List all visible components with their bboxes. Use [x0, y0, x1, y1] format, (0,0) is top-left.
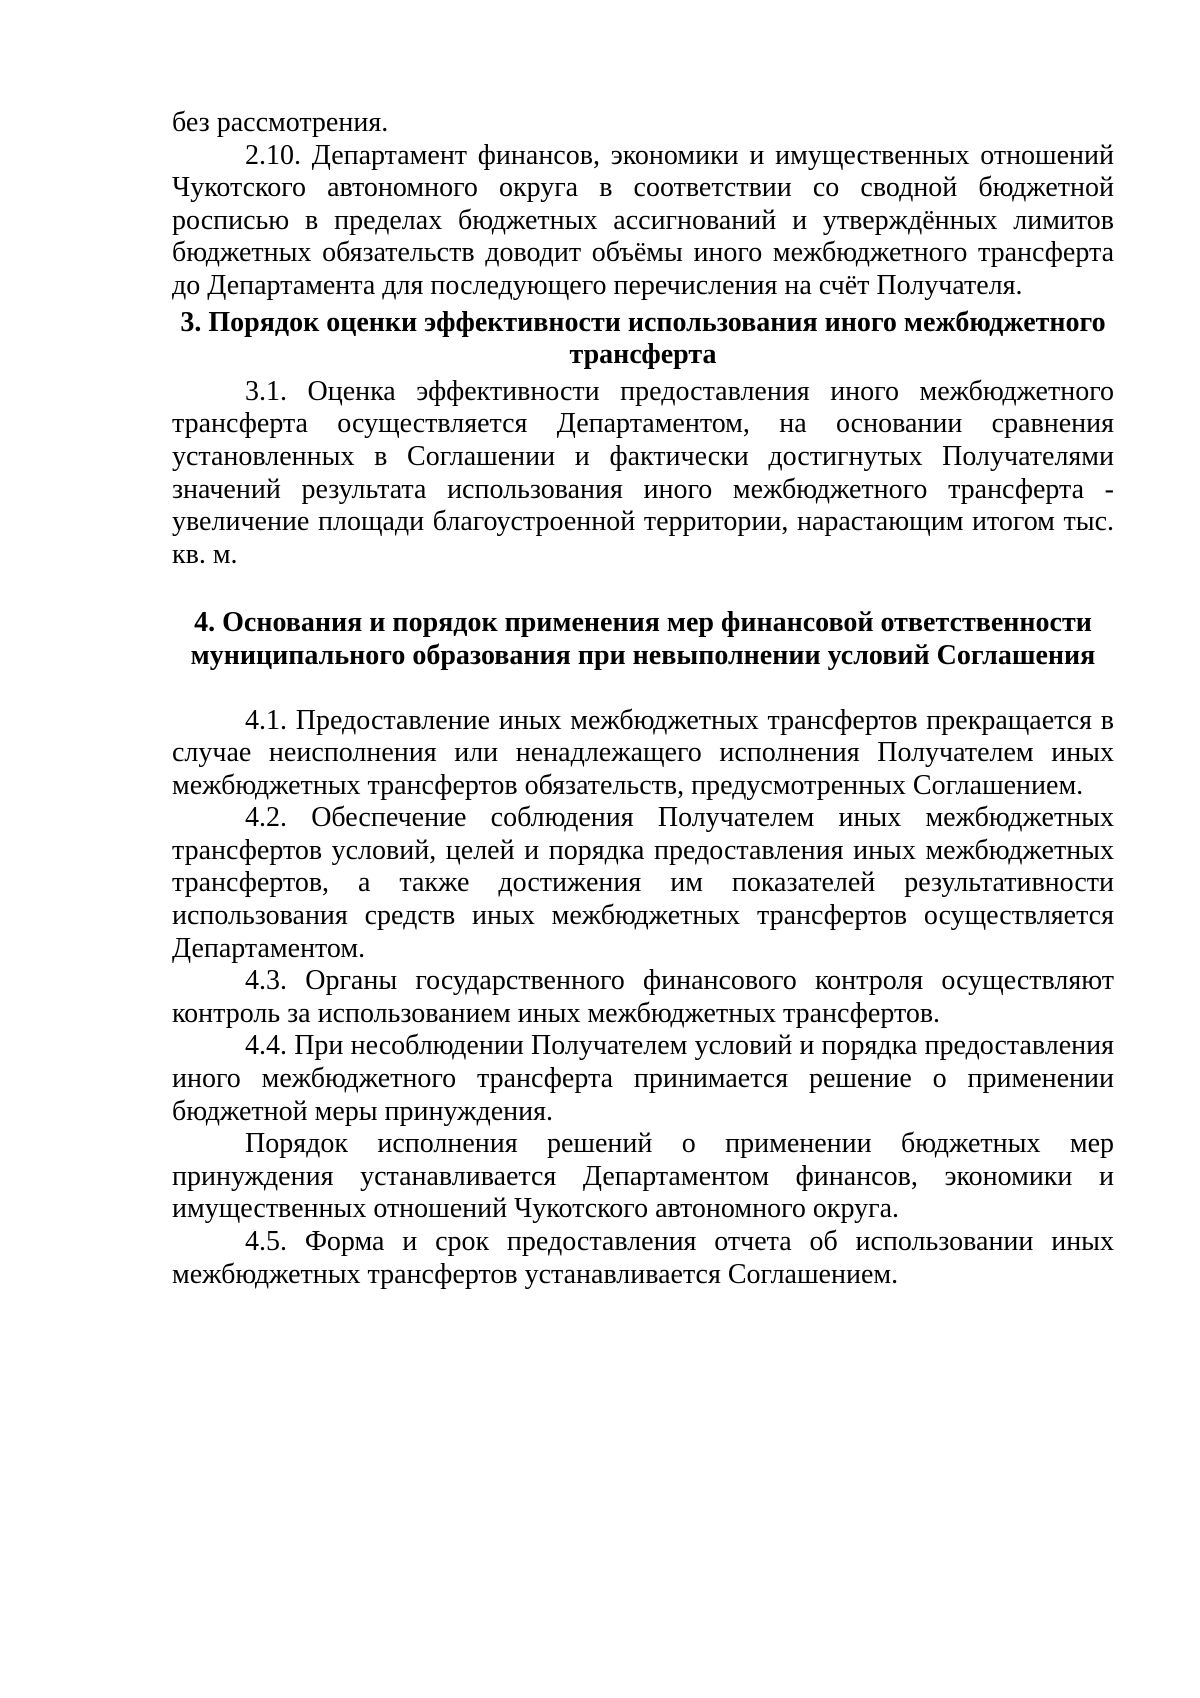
paragraph-4-3: 4.3. Органы государственного финансового контроля осуществляют контроль за использованием иных межбюджетных трансфертов. — [172, 965, 1114, 1029]
section-4-heading-line2: муниципального образования при невыполнении условий Соглашения — [190, 639, 1096, 671]
section-4-heading — [172, 607, 1114, 672]
paragraph-4-2: 4.2. Обеспечение соблюдения Получателем иных межбюджетных трансфертов условий, целей и порядка предоставления иных межбюджетных трансфертов, а также достижения им показателей результативности использования средств иных межбюджетных трансфертов осуществляется Департаментом. — [172, 802, 1114, 964]
paragraph-continuation: без рассмотрения. — [172, 107, 389, 138]
paragraph-4-4: 4.4. При несоблюдении Получателем условий и порядка предоставления иного межбюджетного трансферта принимается решение о применении бюджетной меры принуждения. — [172, 1030, 1114, 1127]
paragraph-2-10: 2.10. Департамент финансов, экономики и имущественных отношений Чукотского автономного округа в соответствии со сводной бюджетной росписью в пределах бюджетных ассигнований и утверждённых лимитов бюджетных обязательств доводит объёмы иного межбюджетного трансферта до Департамента для последующего перечисления на счёт Получателя. — [172, 139, 1114, 301]
section-3-heading: 3. Порядок оценки эффективности использования иного межбюджетного трансферта — [180, 306, 1106, 371]
paragraph-4-4-procedure: Порядок исполнения решений о применении бюджетных мер принуждения устанавливается Департаментом финансов, экономики и имущественных отношений Чукотского автономного округа. — [172, 1128, 1114, 1225]
paragraph-4-1: 4.1. Предоставление иных межбюджетных трансфертов прекращается в случае неисполнения или ненадлежащего исполнения Получателем иных межбюджетных трансфертов обязательств, предусмотренных Соглашением. — [172, 704, 1114, 801]
paragraph-4-5: 4.5. Форма и срок предоставления отчета об использовании иных межбюджетных трансфертов устанавливается Соглашением. — [172, 1226, 1114, 1290]
section-4-heading-line1: 4. Основания и порядок применения мер финансовой ответственности — [194, 607, 1092, 639]
paragraph-3-1: 3.1. Оценка эффективности предоставления иного межбюджетного трансферта осуществляется Департаментом, на основании сравнения установленных в Соглашении и фактически достигнутых Получателями значений результата использования иного межбюджетного трансферта - увеличение площади благоустроенной территории, нарастающим итогом тыс. кв. м. — [172, 375, 1114, 570]
document-page — [172, 107, 1114, 1291]
